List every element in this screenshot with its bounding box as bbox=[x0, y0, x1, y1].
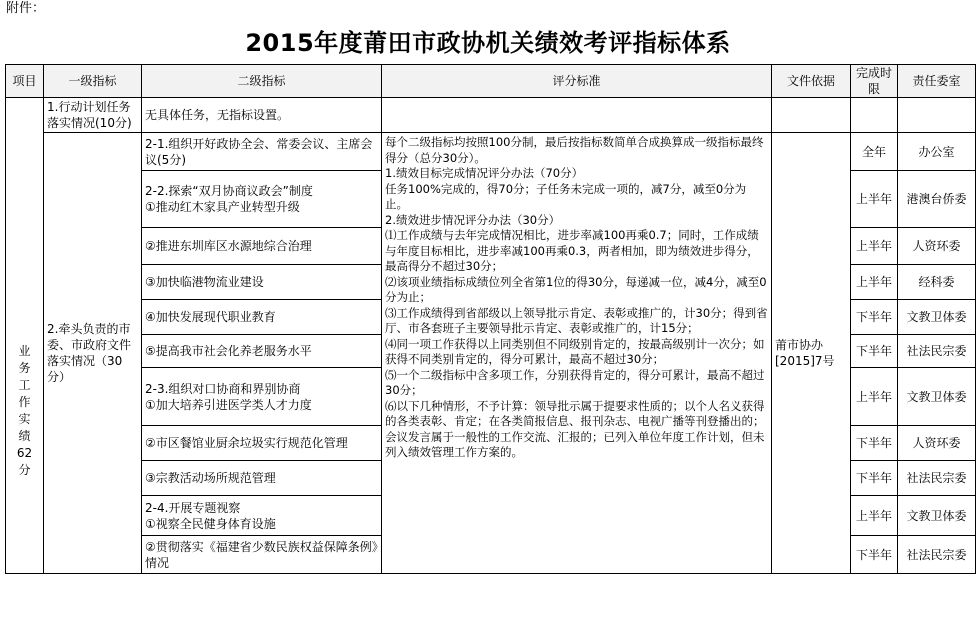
completion-time: 上半年 bbox=[851, 496, 898, 536]
scoring-criteria bbox=[382, 133, 772, 574]
header-time: 完成时限 bbox=[851, 65, 898, 98]
level2-row: 2-2.探索“双月协商议政会”制度 ①推动红木家具产业转型升级 bbox=[142, 171, 382, 228]
header-project: 项目 bbox=[6, 65, 44, 98]
responsible-committee: 人资环委 bbox=[898, 426, 976, 461]
completion-time: 下半年 bbox=[851, 426, 898, 461]
file-basis: 莆市协办[2015]7号 bbox=[772, 133, 851, 574]
responsible-committee: 文教卫体委 bbox=[898, 496, 976, 536]
level2-row: ②推进东圳库区水源地综合治理 bbox=[142, 228, 382, 265]
header-level1: 一级指标 bbox=[44, 65, 142, 98]
project-label: 业务工作实绩62分 bbox=[6, 98, 44, 574]
level2-row: 2-1.组织开好政协全会、常委会议、主席会议(5分) bbox=[142, 133, 382, 171]
criteria-line: 每个二级指标均按照100分制，最后按指标数简单合成换算成一级指标最终得分（总分30分）。 bbox=[385, 135, 764, 165]
committee-empty bbox=[898, 98, 976, 133]
level1-item-2: 2.牵头负责的市委、市政府文件落实情况（30分） bbox=[44, 133, 142, 574]
responsible-committee: 社法民宗委 bbox=[898, 461, 976, 496]
completion-time: 上半年 bbox=[851, 368, 898, 426]
criteria-line: ⑹以下几种情形，不予计算：领导批示属于提要求性质的；以个人名义获得的各类表彰、肯定；在各类简报信息、报刊杂志、电视广播等刊登播出的；会议发言属于一般性的工作交流、汇报的；已列入单位年度工作计划，但未列入绩效管理工作方案的。 bbox=[385, 398, 765, 459]
level2-row: ②市区餐馆业厨余垃圾实行规范化管理 bbox=[142, 426, 382, 461]
criteria-line: 2.绩效进步情况评分办法（30分） bbox=[385, 212, 561, 227]
level2-row: ③加快临港物流业建设 bbox=[142, 265, 382, 300]
completion-time: 上半年 bbox=[851, 171, 898, 228]
page-title: 2015年度莆田市政协机关绩效考评指标体系 bbox=[245, 29, 731, 57]
responsible-committee: 文教卫体委 bbox=[898, 368, 976, 426]
level2-item-none: 无具体任务，无指标设置。 bbox=[142, 98, 382, 133]
level1-item-1: 1.行动计划任务落实情况(10分) bbox=[44, 98, 142, 133]
responsible-committee: 经科委 bbox=[898, 265, 976, 300]
criteria-line: ⑶工作成绩得到省部级以上领导批示肯定、表彰或推广的，计30分；得到省厅、市各套班子主要领导批示肯定、表彰或推广的，计15分； bbox=[385, 305, 768, 335]
basis-empty bbox=[772, 98, 851, 133]
responsible-committee: 文教卫体委 bbox=[898, 300, 976, 335]
indicator-table bbox=[5, 64, 976, 574]
criteria-empty bbox=[382, 98, 772, 133]
header-criteria: 评分标准 bbox=[382, 65, 772, 98]
completion-time: 下半年 bbox=[851, 536, 898, 574]
level2-row: ⑤提高我市社会化养老服务水平 bbox=[142, 335, 382, 368]
responsible-committee: 人资环委 bbox=[898, 228, 976, 265]
level2-row: ④加快发展现代职业教育 bbox=[142, 300, 382, 335]
criteria-line: 1.绩效目标完成情况评分办法（70分） bbox=[385, 166, 584, 180]
attachment-label: 附件： bbox=[6, 1, 46, 16]
criteria-line: ⑴工作成绩与去年完成情况相比，进步率减100再乘0.7；同时，工作成绩与年度目标相比，进步率减100再乘0.3，两者相加，即为绩效进步得分，最高得分不超过30分； bbox=[385, 228, 759, 273]
time-empty bbox=[851, 98, 898, 133]
responsible-committee: 港澳台侨委 bbox=[898, 171, 976, 228]
completion-time: 上半年 bbox=[851, 265, 898, 300]
header-basis: 文件依据 bbox=[772, 65, 851, 98]
criteria-line: ⑷同一项工作获得以上同类别但不同级别肯定的，按最高级别计一次分；如获得不同类别肯定的，得分可累计，最高不超过30分； bbox=[385, 336, 765, 366]
criteria-line: ⑸一个二级指标中含多项工作，分别获得肯定的，得分可累计，最高不超过30分； bbox=[385, 367, 765, 397]
level2-row: 2-4.开展专题视察 ①视察全民健身体育设施 bbox=[142, 496, 382, 536]
responsible-committee: 办公室 bbox=[898, 133, 976, 171]
criteria-line: ⑵该项业绩指标成绩位列全省第1位的得30分，每递减一位，减4分，减至0分为止； bbox=[385, 274, 767, 304]
completion-time: 下半年 bbox=[851, 461, 898, 496]
level2-row: ③宗教活动场所规范管理 bbox=[142, 461, 382, 496]
level2-row: 2-3.组织对口协商和界别协商 ①加大培养引进医学类人才力度 bbox=[142, 368, 382, 426]
completion-time: 全年 bbox=[851, 133, 898, 171]
responsible-committee: 社法民宗委 bbox=[898, 536, 976, 574]
criteria-line: 任务100%完成的，得70分；子任务未完成一项的，减7分，减至0分为止。 bbox=[385, 181, 747, 211]
completion-time: 下半年 bbox=[851, 335, 898, 368]
completion-time: 下半年 bbox=[851, 300, 898, 335]
responsible-committee: 社法民宗委 bbox=[898, 335, 976, 368]
header-level2: 二级指标 bbox=[142, 65, 382, 98]
header-committee: 责任委室 bbox=[898, 65, 976, 98]
completion-time: 上半年 bbox=[851, 228, 898, 265]
level2-row: ②贯彻落实《福建省少数民族权益保障条例》情况 bbox=[142, 536, 382, 574]
